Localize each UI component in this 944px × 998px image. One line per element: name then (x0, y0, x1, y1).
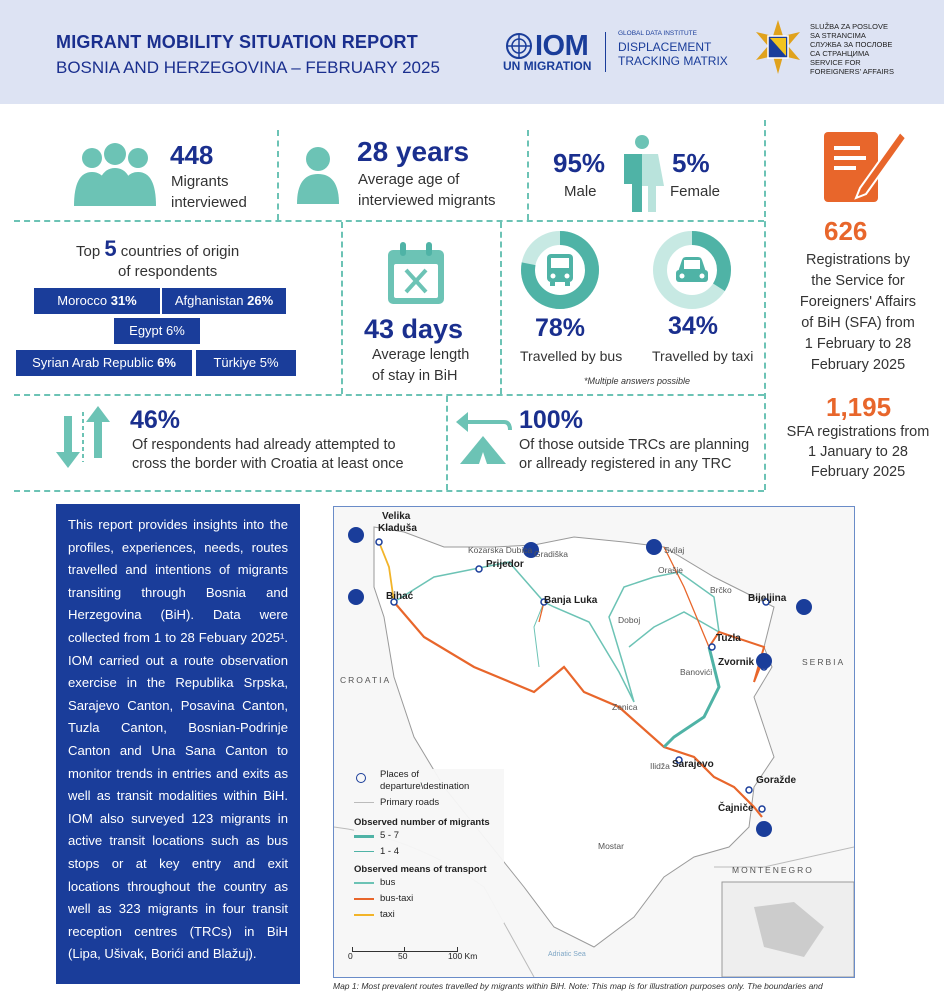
bus-donut (520, 230, 600, 310)
country-name-afghanistan: Afghanistan (174, 293, 244, 308)
dtm-label-1: DISPLACEMENT (618, 40, 712, 54)
trc-label-1: Of those outside TRCs are planning (519, 437, 750, 453)
map-caption: Map 1: Most prevalent routes travelled by migrants within BiH. Note: This map is for illustration purposes only. The boundaries and (333, 981, 823, 991)
city-bijeljina: Bijeljina (748, 593, 787, 604)
un-emblem-icon (505, 32, 533, 60)
sfa-ytd-value: 1,195 (826, 392, 892, 422)
legend-bus: bus (380, 877, 396, 888)
sfa-feb-value: 626 (824, 216, 868, 246)
iom-logo-sub: UN MIGRATION (503, 59, 592, 73)
sfa-feb-label-2: the Service for (811, 273, 905, 289)
sfa-feb-label-3: Foreigners' Affairs (799, 294, 917, 310)
border-label-2: cross the border with Croatia at least once (132, 456, 404, 472)
taxi-value: 34% (668, 312, 719, 340)
sfa-ytd-label-1: SFA registrations from (786, 424, 930, 440)
legend-taxi: taxi (380, 909, 395, 920)
sea-label: Adriatic Sea (548, 951, 586, 958)
city-sarajevo: Sarajevo (672, 759, 714, 770)
city-kladusa: Kladuša (378, 523, 417, 534)
age-label-1: Average age of (358, 171, 460, 188)
scale-50: 50 (398, 951, 408, 961)
intro-text: This report provides insights into the profiles, experiences, needs, routes travelled and intentions of migrants transiting through Bosnia and Herzegovina (BiH). Data were collected from 1 to 28 Febuary 2025¹. IOM carried out a route observation exercise in the Republika Srpska, Sarajevo Canton, Posavina Canton, Tuzla Canton, Bosnian-Podrinje Canton and Una Sana Canton to monitor trends in entries and exits as well as transit modalities within BiH. IOM also surveyed 123 migrants in active transit locations such as bus stops or at key entry and exit locations throughout the country as well as 323 migrants in four transit reception centres (TRCs) in BiH (Lipa, Ušivak, Borići and Blažuj). (56, 504, 300, 984)
top-countries-heading (76, 236, 239, 262)
town-brcko: Brčko (710, 585, 732, 595)
multiple-answers-note: *Multiple answers possible (584, 376, 691, 386)
iom-logo-text: IOM (535, 30, 589, 62)
city-zvornik: Zvornik (718, 657, 755, 668)
stay-label-1: Average length (372, 347, 470, 363)
divider-v2 (527, 130, 529, 220)
male-label: Male (564, 183, 597, 200)
sfa-ytd-label (772, 422, 944, 482)
person-icon (297, 146, 339, 204)
sfa-line-5: SERVICE FOR (810, 58, 861, 67)
sfa-emblem-icon (752, 20, 804, 76)
report-title: MIGRANT MOBILITY SITUATION REPORT (56, 32, 418, 52)
legend-range-low: 1 - 4 (380, 846, 400, 857)
sfa-ytd-label-3: February 2025 (810, 464, 906, 480)
country-name-egypt: Egypt (129, 323, 163, 338)
country-box-egypt (114, 318, 200, 344)
divider-v5 (500, 222, 502, 394)
calendar-icon (386, 240, 446, 306)
town-svilaj: Svilaj (664, 545, 685, 555)
country-name-morocco: Morocco (57, 293, 108, 308)
interviewed-value: 448 (170, 140, 214, 170)
dtm-label-2: TRACKING MATRIX (618, 54, 728, 68)
divider-h1 (14, 220, 764, 222)
male-value: 95% (553, 148, 606, 178)
scale-100: 100 Km (448, 951, 478, 961)
divider-v1 (277, 130, 279, 220)
country-box-turkiye (196, 350, 296, 376)
legend-places: Places of (380, 769, 420, 780)
town-orasje: Orašje (658, 565, 684, 575)
sfa-line-3: СЛУЖБА ЗА ПОСЛОВЕ (810, 40, 893, 49)
bus-icon (547, 254, 573, 286)
country-pct-morocco: 31% (110, 293, 137, 308)
city-cajnice: Čajniče (718, 803, 754, 814)
stay-value: 43 days (364, 314, 464, 344)
route-map (333, 506, 855, 978)
sfa-feb-label-6: February 2025 (810, 357, 906, 373)
country-pct-syria: 6% (157, 355, 176, 370)
country-pct-afghanistan: 26% (247, 293, 274, 308)
country-box-morocco (34, 288, 160, 314)
trc-value: 100% (519, 406, 583, 434)
trc-label-2: or allready registered in any TRC (519, 456, 732, 472)
sfa-feb-label-4: of BiH (SFA) from (801, 315, 915, 331)
people-group-icon (72, 142, 158, 208)
sfa-feb-label-1: Registrations by (806, 252, 910, 268)
city-banja-luka: Banja Luka (544, 595, 598, 606)
stay-label-2: of stay in BiH (372, 368, 458, 384)
sfa-line-4: СА СТРАНЦИМА (810, 49, 870, 58)
gdi-label: GLOBAL DATA INSTITUTE (618, 30, 697, 37)
interviewed-label-2: interviewed (171, 194, 247, 211)
town-banovici: Banovići (680, 667, 713, 677)
city-prijedor: Prijedor (486, 559, 524, 570)
report-subtitle: BOSNIA AND HERZEGOVINA – FEBRUARY 2025 (56, 58, 440, 77)
divider-v6 (446, 396, 448, 490)
logo-divider (605, 32, 606, 72)
country-box-afghanistan (162, 288, 286, 314)
up-down-arrows-icon (54, 406, 114, 468)
tent-return-icon (452, 406, 514, 466)
legend-transport-title: Observed means of transport (354, 864, 487, 875)
legend-places-2: departure\destination (380, 781, 470, 792)
legend-range-high: 5 - 7 (380, 830, 400, 841)
country-name-syria: Syrian Arab Republic (32, 355, 154, 370)
sfa-line-2: SA STRANCIMA (810, 31, 866, 40)
taxi-donut (652, 230, 732, 310)
town-kozarska-dubica: Kozarska Dubica (468, 545, 533, 555)
town-doboj: Doboj (618, 615, 641, 625)
city-velika: Velika (382, 511, 411, 522)
country-serbia: SERBIA (802, 657, 846, 667)
female-label: Female (670, 183, 721, 200)
sfa-line-1: SLUŽBA ZA POSLOVE (810, 22, 888, 31)
town-mostar: Mostar (598, 841, 624, 851)
car-icon (676, 257, 708, 282)
city-tuzla: Tuzla (716, 633, 741, 644)
legend-roads: Primary roads (380, 797, 440, 808)
country-pct-turkiye: 5% (259, 355, 279, 370)
bus-label: Travelled by bus (520, 348, 623, 364)
top-countries-heading-2: of respondents (118, 263, 218, 280)
legend-bus-taxi: bus-taxi (380, 893, 414, 904)
divider-v3 (764, 120, 766, 490)
country-croatia: CROATIA (340, 675, 392, 685)
sfa-line-6: FOREIGNERS' AFFAIRS (810, 67, 894, 76)
border-label-1: Of respondents had already attempted to (132, 437, 396, 453)
divider-h2 (14, 394, 764, 396)
divider-h3 (14, 490, 764, 492)
bus-value: 78% (535, 314, 586, 342)
sfa-ytd-label-2: 1 January to 28 (808, 444, 908, 460)
male-female-icon (618, 134, 666, 212)
city-gorazde: Goražde (756, 775, 797, 786)
form-pen-icon (820, 122, 906, 208)
sfa-feb-label (774, 250, 942, 376)
country-montenegro: MONTENEGRO (732, 865, 814, 875)
legend-place-dot (356, 773, 366, 783)
legend-observed-title: Observed number of migrants (354, 817, 490, 828)
border-value: 46% (130, 406, 181, 434)
town-zenica: Zenica (612, 702, 638, 712)
country-pct-egypt: 6% (166, 323, 185, 338)
town-ilidza: Ilidža (650, 761, 670, 771)
map-legend (354, 769, 504, 923)
divider-v4 (341, 222, 343, 394)
country-box-syria (16, 350, 192, 376)
female-value: 5% (672, 148, 710, 178)
top-countries-num: 5 (104, 236, 117, 261)
top-countries-pre: Top (76, 243, 101, 260)
town-gradiska: Gradiška (534, 549, 569, 559)
city-bihac: Bihać (386, 591, 414, 602)
top-countries-post: countries of origin (120, 243, 240, 260)
sfa-feb-label-5: 1 February to 28 (804, 336, 912, 352)
age-label-2: interviewed migrants (358, 192, 496, 209)
age-value: 28 years (357, 136, 470, 167)
country-name-turkiye: Türkiye (213, 355, 257, 370)
interviewed-label-1: Migrants (171, 173, 229, 190)
taxi-label: Travelled by taxi (652, 348, 754, 364)
scale-0: 0 (348, 951, 353, 961)
